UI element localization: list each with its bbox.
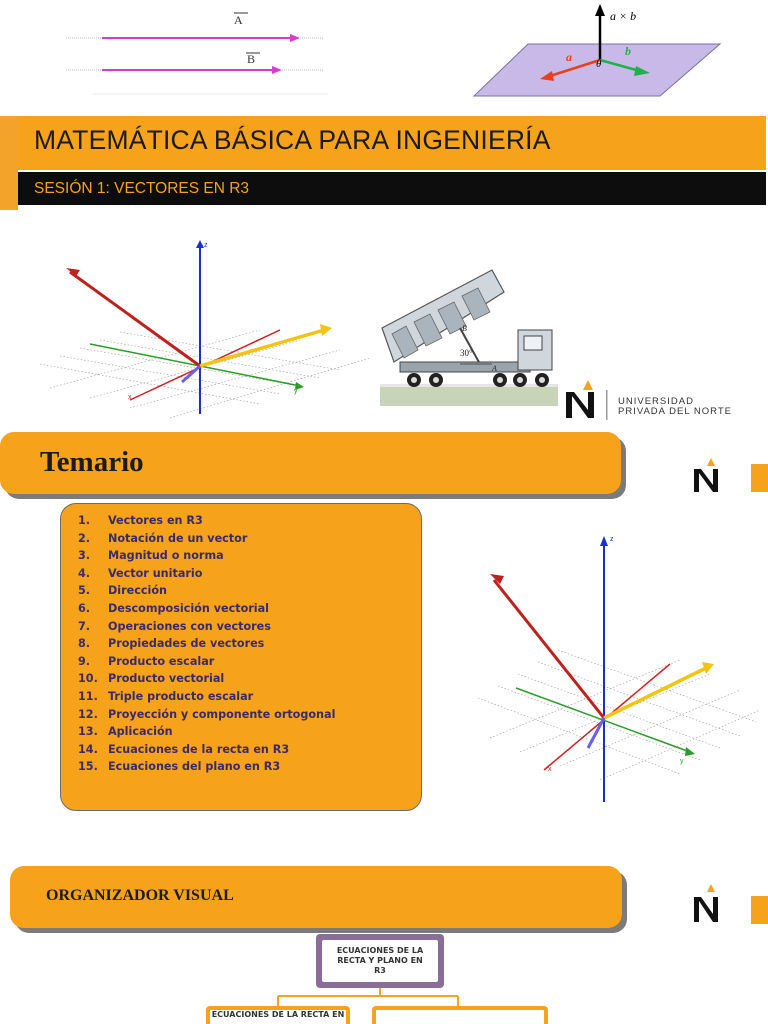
temario-item <box>78 618 335 636</box>
temario-item <box>78 600 335 618</box>
temario-item-label: Descomposición vectorial <box>108 601 269 615</box>
truck-b-label: B <box>462 324 467 333</box>
vector-b-label: B <box>247 52 256 66</box>
temario-list <box>78 512 335 776</box>
session-subtitle: SESIÓN 1: VECTORES EN R3 <box>34 180 250 197</box>
temario-item-label: Ecuaciones del plano en R3 <box>108 760 281 774</box>
temario-item <box>78 530 335 548</box>
temario-item-label: Notación de un vector <box>108 531 248 545</box>
y-axis-label: y <box>294 388 298 395</box>
temario-item-label: Ecuaciones de la recta en R3 <box>108 742 290 756</box>
temario-item <box>78 723 335 741</box>
temario-item-label: Triple producto escalar <box>108 689 254 703</box>
truck-a-label: A <box>492 364 497 373</box>
org-connectors <box>270 988 490 1008</box>
upn-logo <box>562 378 762 420</box>
temario-item <box>78 688 335 706</box>
a-label: a <box>566 50 572 64</box>
temario-item-number: 5. <box>78 584 91 598</box>
axb-label: a × b <box>610 9 637 23</box>
b-label: b <box>625 44 631 58</box>
temario-item-label: Vectores en R3 <box>108 514 203 527</box>
temario-item-label: Aplicación <box>108 725 173 739</box>
org-root-node <box>316 934 444 988</box>
temario-item-number: 15. <box>78 760 98 774</box>
z-axis-label-2: z <box>610 536 614 543</box>
temario-item-number: 9. <box>78 654 91 668</box>
temario-item-label: Operaciones con vectores <box>108 619 271 633</box>
upn-icon-3 <box>692 884 732 924</box>
temario-item <box>78 512 335 530</box>
temario-item <box>78 547 335 565</box>
temario-item-label: Producto vectorial <box>108 672 225 686</box>
temario-item-label: Vector unitario <box>108 566 203 580</box>
y-axis-label-2: y <box>680 758 684 765</box>
course-title: MATEMÁTICA BÁSICA PARA INGENIERÍA <box>34 125 551 155</box>
temario-item <box>78 565 335 583</box>
temario-item-label: Propiedades de vectores <box>108 637 265 651</box>
temario-item <box>78 758 335 776</box>
truck-angle-label: 30° <box>460 348 473 358</box>
x-axis-label: x <box>128 394 132 401</box>
upn-icon-2 <box>692 458 732 494</box>
org-left-child-node <box>206 1006 350 1024</box>
temario-item-number: 4. <box>78 566 91 580</box>
temario-item-label: Dirección <box>108 584 167 598</box>
axes-3d-figure-2 <box>470 530 760 806</box>
temario-item-number: 10. <box>78 672 98 686</box>
temario-item <box>78 706 335 724</box>
left-accent-bar <box>0 116 18 210</box>
temario-item-number: 1. <box>78 514 91 527</box>
parallel-vectors-figure <box>62 4 328 96</box>
z-axis-label: z <box>204 242 208 249</box>
temario-item <box>78 582 335 600</box>
temario-heading: Temario <box>40 446 144 478</box>
temario-item-number: 12. <box>78 707 98 721</box>
temario-item-number: 2. <box>78 531 91 545</box>
temario-item-number: 8. <box>78 637 91 651</box>
org-left-child-label: ECUACIONES DE LA RECTA EN <box>211 1010 345 1019</box>
temario-item <box>78 653 335 671</box>
x-axis-label-2: x <box>548 766 552 773</box>
orange-corner-block-2 <box>751 464 768 492</box>
temario-item-number: 14. <box>78 742 98 756</box>
temario-item-number: 6. <box>78 601 91 615</box>
vector-a-label: A <box>234 13 243 27</box>
orange-corner-block-3 <box>751 896 768 924</box>
temario-item-number: 13. <box>78 725 98 739</box>
dump-truck-figure <box>380 266 558 406</box>
temario-item-number: 11. <box>78 689 98 703</box>
organizer-heading: ORGANIZADOR VISUAL <box>46 887 234 904</box>
temario-item-label: Producto escalar <box>108 654 215 668</box>
university-name-line1: UNIVERSIDAD <box>618 396 694 407</box>
org-right-child-node <box>372 1006 548 1024</box>
temario-item-number: 3. <box>78 549 91 563</box>
temario-item <box>78 670 335 688</box>
axes-3d-figure <box>30 238 376 420</box>
temario-item-label: Magnitud o norma <box>108 549 224 563</box>
temario-item-label: Proyección y componente ortogonal <box>108 707 336 721</box>
theta-label: θ <box>596 58 602 70</box>
temario-item <box>78 741 335 759</box>
temario-item <box>78 635 335 653</box>
cross-product-figure <box>470 0 726 100</box>
temario-item-number: 7. <box>78 619 91 633</box>
university-name-line2: PRIVADA DEL NORTE <box>618 406 732 417</box>
org-root-label: ECUACIONES DE LA RECTA Y PLANO EN R3 <box>336 946 424 975</box>
